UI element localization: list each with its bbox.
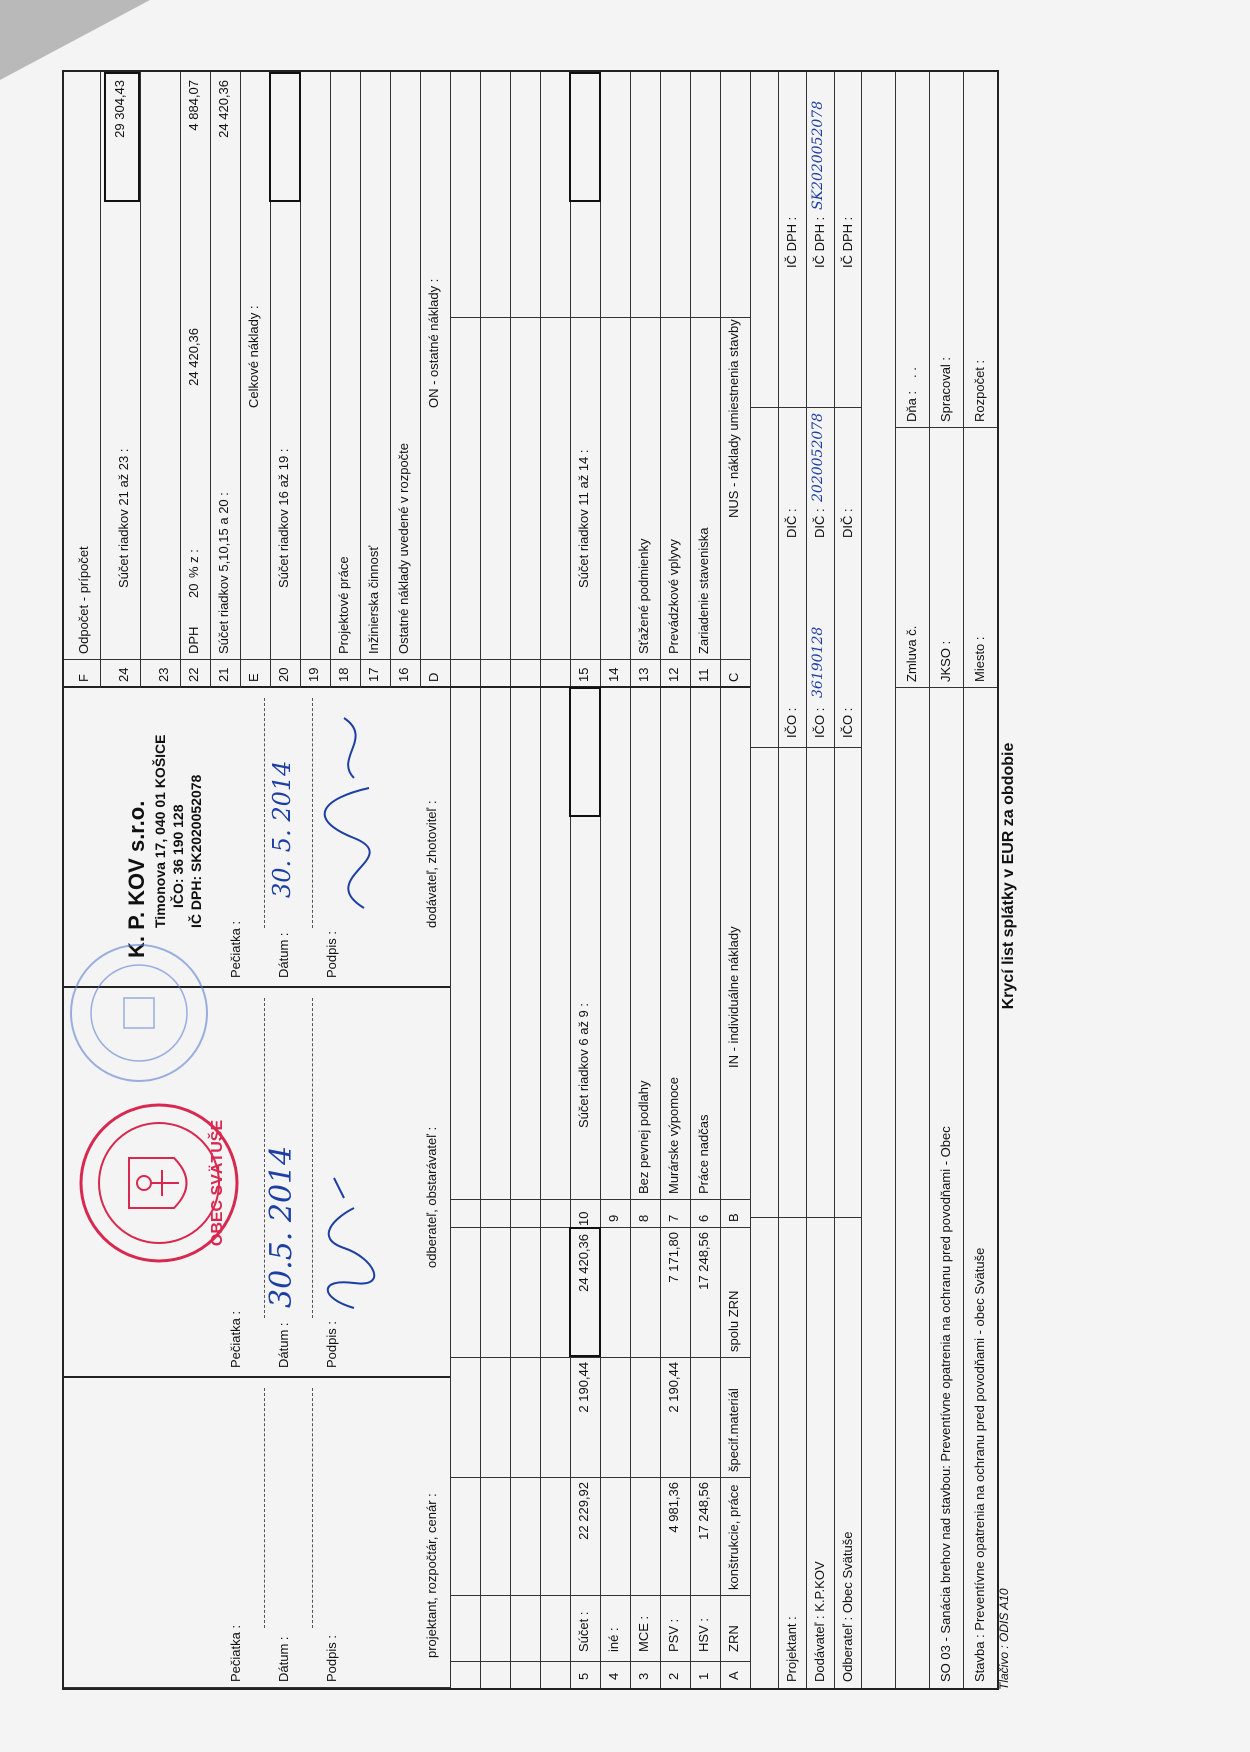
rowA2-spolu: 7 171,80	[666, 1232, 681, 1283]
kpkov-name: K. P. KOV s.r.o.	[124, 800, 149, 958]
sum-box-b	[569, 687, 601, 817]
rowB6-n: 6	[696, 1214, 711, 1222]
icdph-3: IČ DPH :	[784, 216, 799, 268]
sig-dodavatel-title: dodávateľ, zhotoviteľ :	[424, 800, 439, 928]
rowD16-n: 16	[396, 667, 411, 682]
zmluva-label: Zmluva č.	[904, 625, 919, 682]
sig-projektant-title: projektant, rozpočtár, cenár :	[424, 1493, 439, 1658]
icdph-2: IČ DPH :	[812, 216, 827, 268]
rowB8-name: Bez pevnej podlahy	[636, 1080, 651, 1194]
sig-dod-podpis: Podpis :	[324, 931, 339, 978]
rowA1-name: HSV :	[696, 1618, 711, 1652]
rowA4-name: iné :	[606, 1627, 621, 1652]
dic-2: DIČ :	[812, 508, 827, 538]
sig-obj-datum-hand: 30.5. 2014	[264, 1145, 299, 1308]
rowA2-name: PSV :	[666, 1618, 681, 1652]
dic-3: DIČ :	[784, 508, 799, 538]
rowD16-name: Ostatné náklady uvedené v rozpočte	[396, 442, 411, 654]
ico-handwritten: 36190128	[810, 626, 826, 698]
rowE22-n: 22	[186, 667, 201, 682]
sig-proj-peciatka: Pečiatka :	[228, 1624, 243, 1682]
colA-spolu: spolu ZRN	[726, 1290, 741, 1352]
kpkov-ico: IČO: 36 190 128	[170, 804, 186, 908]
rowC15-n: 15	[576, 667, 591, 682]
rowA3-n: 3	[636, 1672, 651, 1680]
rowA5-prace: 22 229,92	[576, 1482, 591, 1540]
rowA5-n: 5	[576, 1672, 591, 1680]
rowE21-name: Súčet riadkov 5,10,15 a 20 :	[216, 492, 231, 654]
sig-dod-peciatka: Pečiatka :	[228, 920, 243, 978]
jkso-label: JKSO :	[938, 640, 953, 682]
secB-letter: B	[726, 1213, 741, 1222]
ico-3: IČO :	[784, 707, 799, 738]
icdph-handwritten: SK2020052078	[810, 100, 826, 210]
rowD17-n: 17	[366, 667, 381, 682]
rowC11-n: 11	[696, 668, 711, 682]
odberatel-label: Odberateľ : Obec Svätuše	[840, 1531, 855, 1682]
rowD18-n: 18	[336, 667, 351, 682]
secE-title: Celkové náklady :	[246, 305, 261, 408]
obec-stamp-text: OBEC SVÄTUŠE	[209, 1119, 226, 1247]
rowD17-name: Inžinierska činnosť	[366, 545, 381, 654]
secF-letter: F	[76, 674, 91, 682]
sig-dod-datum-hand: 30. 5. 2014	[268, 760, 296, 898]
dna-value: . .	[904, 367, 919, 378]
icdph-1: IČ DPH :	[840, 216, 855, 268]
rowD19-n: 19	[306, 667, 321, 682]
rowE21-value: 24 420,36	[216, 80, 231, 138]
sig-objednavatel-title: odberateľ, obstarávateľ :	[424, 1126, 439, 1268]
document-title: Krycí list splátky v EUR za obdobie	[1000, 742, 1017, 1010]
stavba-label: Stavba : Preventívne opatrenia na ochranu pred povodňami - obec Svätuše	[972, 1247, 987, 1682]
so-label: SO 03 - Sanácia brehov nad stavbou: Preventívne opatrenia na ochranu pred povodňami - Obec	[938, 1126, 953, 1682]
rowE22-pctlabel: % z :	[186, 549, 201, 578]
secD-letter: D	[426, 672, 441, 682]
sig-obj-podpis: Podpis :	[324, 1321, 339, 1368]
rowD20-n: 20	[276, 667, 291, 682]
rowE23-n: 23	[156, 667, 171, 682]
rowA1-spolu: 17 248,56	[696, 1232, 711, 1290]
kpkov-stamp	[124, 698, 224, 968]
dic-handwritten: 2020052078	[810, 412, 826, 502]
rowC13-n: 13	[636, 667, 651, 682]
rowA1-n: 1	[696, 1672, 711, 1680]
rowE22-value: 4 884,07	[186, 80, 201, 131]
projektant-label: Projektant :	[784, 1616, 799, 1682]
rozpocet-label: Rozpočet :	[972, 359, 987, 422]
rowA2-mat: 2 190,44	[666, 1362, 681, 1413]
dodavatel-label: Dodávateľ : K.P.KOV	[812, 1561, 827, 1682]
secC-letter: C	[726, 672, 741, 682]
rowA5-mat: 2 190,44	[576, 1362, 591, 1413]
ico-1: IČO :	[840, 707, 855, 738]
dna-label: Dňa :	[904, 390, 919, 422]
rowE21-n: 21	[216, 667, 231, 682]
rowC14-n: 14	[606, 667, 621, 682]
sig-proj-datum: Dátum :	[276, 1636, 291, 1682]
rowE22-pct: 20	[186, 583, 201, 598]
colA-prace: konštrukcie, práce	[726, 1484, 741, 1590]
obec-stamp	[74, 1098, 244, 1268]
rowA2-prace: 4 981,36	[666, 1482, 681, 1533]
sum-box-c	[569, 72, 601, 202]
secC-title: NUS - náklady umiestnenia stavby	[726, 319, 741, 518]
krycí-list-form	[62, 70, 999, 1690]
rowD20-name: Súčet riadkov 16 až 19 :	[276, 448, 291, 588]
rowB9-n: 9	[606, 1214, 621, 1222]
rowA5-name: Súčet :	[576, 1611, 591, 1652]
kpkov-icdph: IČ DPH: SK2020052078	[188, 774, 204, 928]
secB-title: IN - individuálne náklady	[726, 926, 741, 1068]
ico-2: IČO :	[812, 707, 827, 738]
sig-dod-datum: Dátum :	[276, 932, 291, 978]
form-footer: Tlačivo : ODIS A10	[997, 1588, 1011, 1690]
rowB8-n: 8	[636, 1214, 651, 1222]
rowB10-name: Súčet riadkov 6 až 9 :	[576, 1002, 591, 1128]
rowC13-name: Sťažené podmienky	[636, 538, 651, 654]
sig-proj-podpis: Podpis :	[324, 1635, 339, 1682]
spracoval-label: Spracoval :	[938, 356, 953, 422]
rowB6-name: Práce nadčas	[696, 1114, 711, 1194]
kpkov-address: Timonova 17, 040 01 KOŠICE	[152, 734, 168, 928]
rowA4-n: 4	[606, 1672, 621, 1680]
miesto-label: Miesto :	[972, 636, 987, 682]
rowA2-n: 2	[666, 1672, 681, 1680]
rowC15-name: Súčet riadkov 11 až 14 :	[576, 449, 591, 588]
rowE24-name: Súčet riadkov 21 až 23 :	[116, 448, 131, 588]
colA-letter: A	[726, 1671, 741, 1680]
rowE22-name: DPH	[186, 626, 201, 654]
sum-box-d	[269, 72, 301, 202]
signature-dodavatel	[314, 698, 404, 918]
rowB7-n: 7	[666, 1214, 681, 1222]
rowD18-name: Projektové práce	[336, 556, 351, 654]
sig-obj-peciatka: Pečiatka :	[228, 1310, 243, 1368]
rowE24-value: 29 304,43	[112, 80, 127, 138]
sig-obj-datum: Dátum :	[276, 1322, 291, 1368]
rowC12-name: Prevádzkové vplyvy	[666, 539, 681, 654]
rowC11-name: Zariadenie staveniska	[696, 527, 711, 654]
signature-objednavatel	[314, 1158, 384, 1318]
rowA3-name: MCE :	[636, 1615, 651, 1652]
rowE24-n: 24	[116, 667, 131, 682]
rowB10-n: 10	[576, 1211, 591, 1226]
colA-zrn: ZRN	[726, 1625, 741, 1652]
secD-title: ON - ostatné náklady :	[426, 278, 441, 408]
rotated-form-sheet	[40, 0, 1200, 1752]
rowC12-n: 12	[666, 667, 681, 682]
rowE22-base: 24 420,36	[186, 328, 201, 386]
rowA1-prace: 17 248,56	[696, 1482, 711, 1540]
secE-letter: E	[246, 673, 261, 682]
dozor-stamp	[64, 938, 214, 1088]
rowA5-spolu: 24 420,36	[576, 1234, 591, 1292]
secF-title: Odpočet - prípočet	[76, 546, 91, 654]
colA-mat: špecif.materiál	[726, 1388, 741, 1472]
rowB7-name: Murárske výpomoce	[666, 1076, 681, 1194]
dic-1: DIČ :	[840, 508, 855, 538]
